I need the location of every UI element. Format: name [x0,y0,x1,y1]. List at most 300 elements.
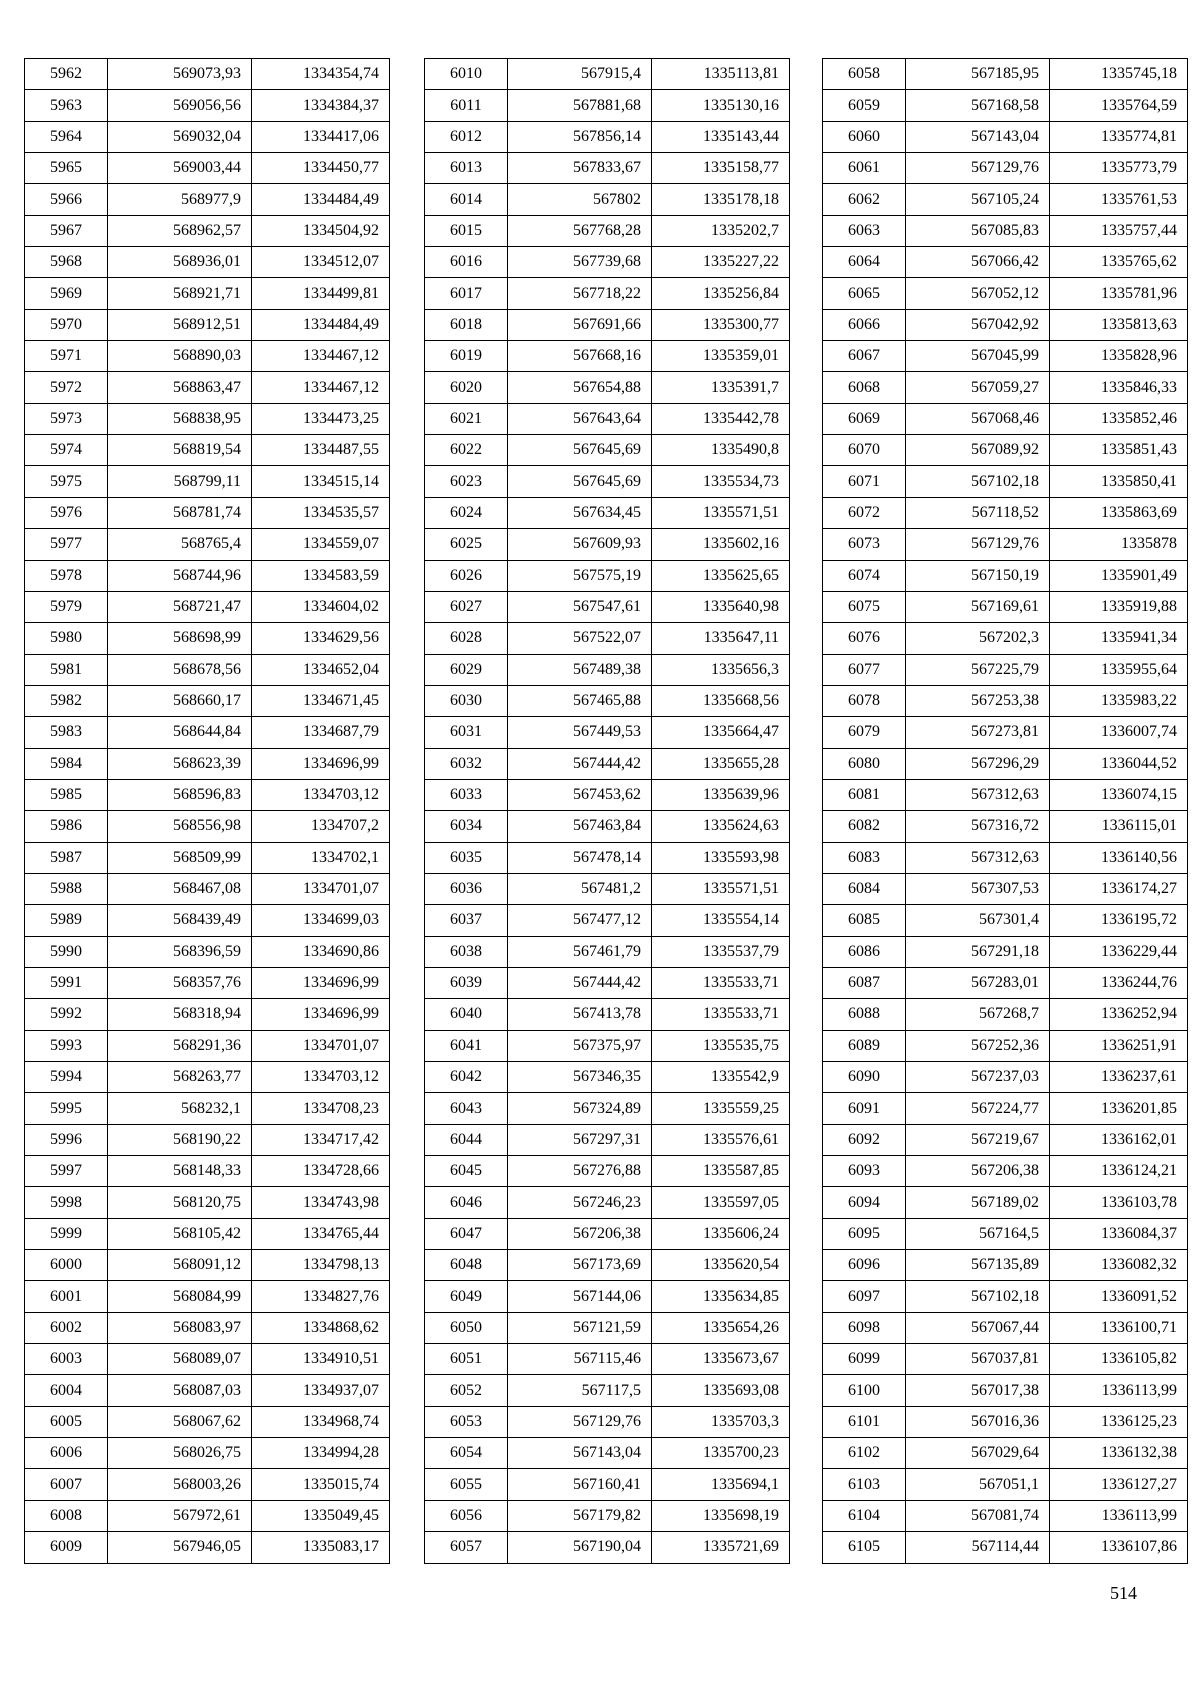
y-coordinate-cell: 1334717,42 [252,1124,390,1155]
y-coordinate-cell: 1336103,78 [1050,1187,1188,1218]
table-row [425,1375,790,1406]
table-row [425,999,790,1030]
x-coordinate-cell: 567173,69 [508,1250,652,1281]
table-row [425,59,790,90]
x-coordinate-cell: 567375,97 [508,1030,652,1061]
table-row [823,309,1188,340]
point-number-cell: 6017 [425,278,508,309]
y-coordinate-cell: 1334827,76 [252,1281,390,1312]
x-coordinate-cell: 567312,63 [906,779,1050,810]
point-number-cell: 6058 [823,59,906,90]
x-coordinate-cell: 569003,44 [108,153,252,184]
point-number-cell: 5972 [25,372,108,403]
point-number-cell: 6079 [823,717,906,748]
x-coordinate-cell: 568921,71 [108,278,252,309]
x-coordinate-cell: 568977,9 [108,184,252,215]
table-row [25,215,390,246]
y-coordinate-cell: 1336251,91 [1050,1030,1188,1061]
point-number-cell: 6087 [823,967,906,998]
x-coordinate-cell: 567463,84 [508,811,652,842]
point-number-cell: 5978 [25,560,108,591]
table-row [25,403,390,434]
table-row [425,466,790,497]
y-coordinate-cell: 1335673,67 [652,1344,790,1375]
table-row [25,497,390,528]
y-coordinate-cell: 1335850,41 [1050,466,1188,497]
y-coordinate-cell: 1335490,8 [652,435,790,466]
x-coordinate-cell: 567481,2 [508,873,652,904]
y-coordinate-cell: 1335534,73 [652,466,790,497]
y-coordinate-cell: 1335640,98 [652,591,790,622]
table-row [823,936,1188,967]
point-number-cell: 6039 [425,967,508,998]
y-coordinate-cell: 1335863,69 [1050,497,1188,528]
x-coordinate-cell: 567972,61 [108,1500,252,1531]
y-coordinate-cell: 1335846,33 [1050,372,1188,403]
page-number: 514 [1110,1583,1137,1603]
x-coordinate-cell: 567051,1 [906,1469,1050,1500]
table-row [25,1532,390,1563]
x-coordinate-cell: 567114,44 [906,1532,1050,1563]
y-coordinate-cell: 1335852,46 [1050,403,1188,434]
y-coordinate-cell: 1334696,99 [252,967,390,998]
point-number-cell: 6071 [823,466,906,497]
point-number-cell: 6013 [425,153,508,184]
point-number-cell: 5980 [25,623,108,654]
point-number-cell: 6051 [425,1344,508,1375]
table-row [25,1187,390,1218]
table-row [25,1218,390,1249]
point-number-cell: 5963 [25,90,108,121]
x-coordinate-cell: 568781,74 [108,497,252,528]
table-row [425,1281,790,1312]
point-number-cell: 6048 [425,1250,508,1281]
x-coordinate-cell: 567307,53 [906,873,1050,904]
y-coordinate-cell: 1334703,12 [252,779,390,810]
y-coordinate-cell: 1336252,94 [1050,999,1188,1030]
point-number-cell: 6098 [823,1312,906,1343]
table-row [823,1500,1188,1531]
x-coordinate-cell: 567668,16 [508,341,652,372]
x-coordinate-cell: 567102,18 [906,1281,1050,1312]
y-coordinate-cell: 1335703,3 [652,1406,790,1437]
x-coordinate-cell: 567453,62 [508,779,652,810]
x-coordinate-cell: 568105,42 [108,1218,252,1249]
table-row [425,372,790,403]
table-row [425,1124,790,1155]
table-row [425,1312,790,1343]
table-row [823,341,1188,372]
point-number-cell: 6030 [425,685,508,716]
point-number-cell: 6001 [25,1281,108,1312]
point-number-cell: 6062 [823,184,906,215]
table-row [425,1500,790,1531]
x-coordinate-cell: 567068,46 [906,403,1050,434]
x-coordinate-cell: 567143,04 [508,1438,652,1469]
x-coordinate-cell: 568083,97 [108,1312,252,1343]
table-row [25,59,390,90]
point-number-cell: 5973 [25,403,108,434]
point-number-cell: 6033 [425,779,508,810]
x-coordinate-cell: 568148,33 [108,1156,252,1187]
point-number-cell: 6053 [425,1406,508,1437]
table-row [823,905,1188,936]
table-row [823,1344,1188,1375]
y-coordinate-cell: 1334583,59 [252,560,390,591]
x-coordinate-cell: 567297,31 [508,1124,652,1155]
table-row [425,247,790,278]
x-coordinate-cell: 567045,99 [906,341,1050,372]
table-row [25,717,390,748]
table-row [25,1030,390,1061]
table-row [823,842,1188,873]
table-row [25,560,390,591]
y-coordinate-cell: 1335828,96 [1050,341,1188,372]
y-coordinate-cell: 1335624,63 [652,811,790,842]
x-coordinate-cell: 567225,79 [906,654,1050,685]
y-coordinate-cell: 1336140,56 [1050,842,1188,873]
table-row [425,1438,790,1469]
table-row [425,278,790,309]
y-coordinate-cell: 1335442,78 [652,403,790,434]
table-row [425,1532,790,1563]
point-number-cell: 6085 [823,905,906,936]
point-number-cell: 6089 [823,1030,906,1061]
point-number-cell: 5962 [25,59,108,90]
x-coordinate-cell: 567143,04 [906,121,1050,152]
y-coordinate-cell: 1335878 [1050,529,1188,560]
x-coordinate-cell: 568026,75 [108,1438,252,1469]
table-row [823,1406,1188,1437]
point-number-cell: 6086 [823,936,906,967]
x-coordinate-cell: 567189,02 [906,1187,1050,1218]
y-coordinate-cell: 1334450,77 [252,153,390,184]
coordinate-table-2 [424,58,790,1564]
y-coordinate-cell: 1334384,37 [252,90,390,121]
table-row [823,1156,1188,1187]
table-row [425,529,790,560]
y-coordinate-cell: 1334910,51 [252,1344,390,1375]
point-number-cell: 6020 [425,372,508,403]
x-coordinate-cell: 567206,38 [906,1156,1050,1187]
point-number-cell: 5998 [25,1187,108,1218]
y-coordinate-cell: 1335941,34 [1050,623,1188,654]
point-number-cell: 6072 [823,497,906,528]
x-coordinate-cell: 567121,59 [508,1312,652,1343]
y-coordinate-cell: 1334690,86 [252,936,390,967]
y-coordinate-cell: 1334994,28 [252,1438,390,1469]
x-coordinate-cell: 568765,4 [108,529,252,560]
point-number-cell: 6069 [823,403,906,434]
x-coordinate-cell: 568067,62 [108,1406,252,1437]
table-row [425,623,790,654]
point-number-cell: 6084 [823,873,906,904]
point-number-cell: 6070 [823,435,906,466]
x-coordinate-cell: 568678,56 [108,654,252,685]
point-number-cell: 5982 [25,685,108,716]
y-coordinate-cell: 1334765,44 [252,1218,390,1249]
y-coordinate-cell: 1336091,52 [1050,1281,1188,1312]
y-coordinate-cell: 1334535,57 [252,497,390,528]
y-coordinate-cell: 1334701,07 [252,873,390,904]
x-coordinate-cell: 567253,38 [906,685,1050,716]
coordinate-table-1 [24,58,390,1564]
point-number-cell: 6041 [425,1030,508,1061]
x-coordinate-cell: 567522,07 [508,623,652,654]
point-number-cell: 5986 [25,811,108,842]
point-number-cell: 5996 [25,1124,108,1155]
point-number-cell: 6036 [425,873,508,904]
x-coordinate-cell: 567833,67 [508,153,652,184]
point-number-cell: 6003 [25,1344,108,1375]
point-number-cell: 5975 [25,466,108,497]
x-coordinate-cell: 567312,63 [906,842,1050,873]
table-row [425,215,790,246]
y-coordinate-cell: 1335143,44 [652,121,790,152]
y-coordinate-cell: 1334702,1 [252,842,390,873]
y-coordinate-cell: 1334798,13 [252,1250,390,1281]
table-row [25,1093,390,1124]
x-coordinate-cell: 568232,1 [108,1093,252,1124]
x-coordinate-cell: 567946,05 [108,1532,252,1563]
table-row [25,341,390,372]
x-coordinate-cell: 568087,03 [108,1375,252,1406]
point-number-cell: 6014 [425,184,508,215]
table-row [823,623,1188,654]
point-number-cell: 6097 [823,1281,906,1312]
point-number-cell: 6044 [425,1124,508,1155]
y-coordinate-cell: 1334504,92 [252,215,390,246]
table-row [823,184,1188,215]
y-coordinate-cell: 1335606,24 [652,1218,790,1249]
x-coordinate-cell: 568596,83 [108,779,252,810]
x-coordinate-cell: 567219,67 [906,1124,1050,1155]
point-number-cell: 6073 [823,529,906,560]
y-coordinate-cell: 1335773,79 [1050,153,1188,184]
y-coordinate-cell: 1335698,19 [652,1500,790,1531]
y-coordinate-cell: 1336127,27 [1050,1469,1188,1500]
y-coordinate-cell: 1335533,71 [652,967,790,998]
x-coordinate-cell: 567575,19 [508,560,652,591]
x-coordinate-cell: 567283,01 [906,967,1050,998]
y-coordinate-cell: 1334671,45 [252,685,390,716]
y-coordinate-cell: 1335593,98 [652,842,790,873]
table-row [823,873,1188,904]
x-coordinate-cell: 567089,92 [906,435,1050,466]
point-number-cell: 6018 [425,309,508,340]
table-row [25,685,390,716]
x-coordinate-cell: 567169,61 [906,591,1050,622]
y-coordinate-cell: 1336082,32 [1050,1250,1188,1281]
point-number-cell: 5977 [25,529,108,560]
point-number-cell: 5988 [25,873,108,904]
x-coordinate-cell: 567085,83 [906,215,1050,246]
x-coordinate-cell: 567237,03 [906,1062,1050,1093]
y-coordinate-cell: 1334515,14 [252,466,390,497]
x-coordinate-cell: 568089,07 [108,1344,252,1375]
table-row [823,1312,1188,1343]
y-coordinate-cell: 1335533,71 [652,999,790,1030]
table-row [25,466,390,497]
y-coordinate-cell: 1335542,9 [652,1062,790,1093]
table-row [823,685,1188,716]
y-coordinate-cell: 1335625,65 [652,560,790,591]
point-number-cell: 6075 [823,591,906,622]
point-number-cell: 6031 [425,717,508,748]
point-number-cell: 6012 [425,121,508,152]
y-coordinate-cell: 1335757,44 [1050,215,1188,246]
point-number-cell: 6100 [823,1375,906,1406]
y-coordinate-cell: 1336195,72 [1050,905,1188,936]
point-number-cell: 6008 [25,1500,108,1531]
point-number-cell: 5981 [25,654,108,685]
table-row [425,905,790,936]
y-coordinate-cell: 1335537,79 [652,936,790,967]
x-coordinate-cell: 567164,5 [906,1218,1050,1249]
table-row [823,999,1188,1030]
y-coordinate-cell: 1334467,12 [252,372,390,403]
y-coordinate-cell: 1335559,25 [652,1093,790,1124]
table-row [425,1469,790,1500]
table-row [425,560,790,591]
y-coordinate-cell: 1335901,49 [1050,560,1188,591]
x-coordinate-cell: 567691,66 [508,309,652,340]
x-coordinate-cell: 567224,77 [906,1093,1050,1124]
x-coordinate-cell: 567643,64 [508,403,652,434]
point-number-cell: 6043 [425,1093,508,1124]
point-number-cell: 6050 [425,1312,508,1343]
table-row [25,1344,390,1375]
point-number-cell: 6023 [425,466,508,497]
x-coordinate-cell: 567346,35 [508,1062,652,1093]
table-row [425,341,790,372]
y-coordinate-cell: 1335300,77 [652,309,790,340]
table-row [823,278,1188,309]
x-coordinate-cell: 567461,79 [508,936,652,967]
y-coordinate-cell: 1336124,21 [1050,1156,1188,1187]
y-coordinate-cell: 1336244,76 [1050,967,1188,998]
point-number-cell: 5976 [25,497,108,528]
table-row [425,1218,790,1249]
x-coordinate-cell: 567324,89 [508,1093,652,1124]
y-coordinate-cell: 1336113,99 [1050,1500,1188,1531]
y-coordinate-cell: 1334652,04 [252,654,390,685]
table-row [823,90,1188,121]
point-number-cell: 5993 [25,1030,108,1061]
x-coordinate-cell: 567185,95 [906,59,1050,90]
table-row [25,1156,390,1187]
point-number-cell: 6049 [425,1281,508,1312]
table-row [25,748,390,779]
y-coordinate-cell: 1334701,07 [252,1030,390,1061]
x-coordinate-cell: 567645,69 [508,466,652,497]
x-coordinate-cell: 567081,74 [906,1500,1050,1531]
x-coordinate-cell: 567465,88 [508,685,652,716]
table-row [425,748,790,779]
y-coordinate-cell: 1335694,1 [652,1469,790,1500]
x-coordinate-cell: 568819,54 [108,435,252,466]
point-number-cell: 6091 [823,1093,906,1124]
x-coordinate-cell: 568291,36 [108,1030,252,1061]
table-row [25,278,390,309]
y-coordinate-cell: 1335919,88 [1050,591,1188,622]
point-number-cell: 6065 [823,278,906,309]
point-number-cell: 6026 [425,560,508,591]
y-coordinate-cell: 1335620,54 [652,1250,790,1281]
y-coordinate-cell: 1334728,66 [252,1156,390,1187]
point-number-cell: 6081 [823,779,906,810]
x-coordinate-cell: 567129,76 [508,1406,652,1437]
table-row [425,1406,790,1437]
point-number-cell: 5979 [25,591,108,622]
y-coordinate-cell: 1335113,81 [652,59,790,90]
x-coordinate-cell: 567768,28 [508,215,652,246]
x-coordinate-cell: 568263,77 [108,1062,252,1093]
y-coordinate-cell: 1334484,49 [252,309,390,340]
table-row [425,717,790,748]
table-row [823,967,1188,998]
table-row [25,591,390,622]
y-coordinate-cell: 1335049,45 [252,1500,390,1531]
table-row [25,967,390,998]
point-number-cell: 6061 [823,153,906,184]
x-coordinate-cell: 568003,26 [108,1469,252,1500]
point-number-cell: 6015 [425,215,508,246]
x-coordinate-cell: 567160,41 [508,1469,652,1500]
y-coordinate-cell: 1334707,2 [252,811,390,842]
x-coordinate-cell: 567276,88 [508,1156,652,1187]
point-number-cell: 6092 [823,1124,906,1155]
table-row [25,247,390,278]
x-coordinate-cell: 568509,99 [108,842,252,873]
table-row [25,90,390,121]
table-row [25,654,390,685]
x-coordinate-cell: 568644,84 [108,717,252,748]
y-coordinate-cell: 1335955,64 [1050,654,1188,685]
point-number-cell: 6078 [823,685,906,716]
table-row [25,1500,390,1531]
table-row [425,873,790,904]
table-row [425,654,790,685]
y-coordinate-cell: 1335202,7 [652,215,790,246]
y-coordinate-cell: 1334467,12 [252,341,390,372]
y-coordinate-cell: 1334487,55 [252,435,390,466]
x-coordinate-cell: 567301,4 [906,905,1050,936]
table-row [425,1344,790,1375]
point-number-cell: 6052 [425,1375,508,1406]
y-coordinate-cell: 1335639,96 [652,779,790,810]
table-row [425,779,790,810]
x-coordinate-cell: 567179,82 [508,1500,652,1531]
y-coordinate-cell: 1336084,37 [1050,1218,1188,1249]
table-row [823,1187,1188,1218]
table-row [823,403,1188,434]
y-coordinate-cell: 1335721,69 [652,1532,790,1563]
y-coordinate-cell: 1335597,05 [652,1187,790,1218]
table-row [823,717,1188,748]
point-number-cell: 6009 [25,1532,108,1563]
point-number-cell: 6102 [823,1438,906,1469]
table-row [823,153,1188,184]
table-row [25,873,390,904]
x-coordinate-cell: 568660,17 [108,685,252,716]
point-number-cell: 6028 [425,623,508,654]
y-coordinate-cell: 1334708,23 [252,1093,390,1124]
y-coordinate-cell: 1335015,74 [252,1469,390,1500]
y-coordinate-cell: 1335765,62 [1050,247,1188,278]
table-row [425,1250,790,1281]
point-number-cell: 6076 [823,623,906,654]
